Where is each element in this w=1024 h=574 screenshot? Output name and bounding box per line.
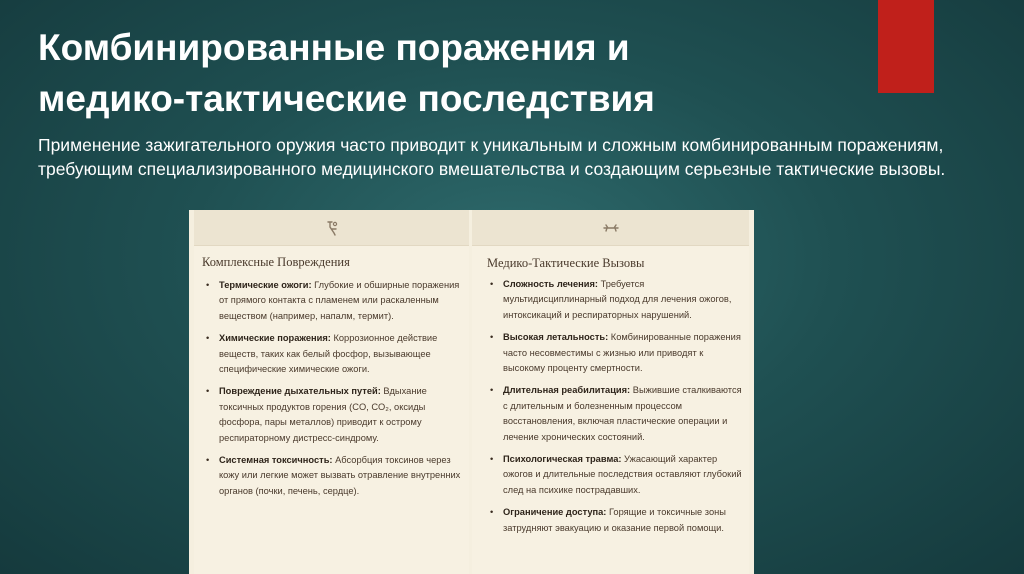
list-item <box>206 384 461 446</box>
column-header <box>472 210 749 246</box>
stretcher-icon <box>602 219 620 237</box>
red-accent-bar <box>878 0 934 93</box>
slide-title <box>38 22 858 124</box>
list-item <box>206 453 461 499</box>
item-text: Ужасающий характер ожогов и длительные последствия оставляют глубокий след на психике пострадавших. <box>503 454 742 495</box>
item-text: Горящие и токсичные зоны затрудняют эвакуацию и оказание первой помощи. <box>503 507 726 533</box>
item-term: Системная токсичность: <box>219 455 333 466</box>
item-term: Термические ожоги: <box>219 280 312 290</box>
item-text: Выжившие сталкиваются с длительным и болезненным процессом восстановления, включая пластические операции и лечение хронических состояний. <box>503 385 742 442</box>
list-item <box>490 330 745 376</box>
item-text: Коррозионное действие веществ, таких как белый фосфор, вызывающее специфические химические ожоги. <box>219 333 438 375</box>
item-text: Глубокие и обширные поражения от прямого контакта с пламенем или раскаленным веществом (например, напалм, термит). <box>219 280 460 321</box>
item-term: Химические поражения: <box>219 333 331 344</box>
column-header <box>194 210 469 246</box>
complex-injuries-column <box>194 210 469 574</box>
crutch-icon <box>323 219 341 237</box>
item-term: Высокая летальность: <box>503 332 609 343</box>
item-term: Ограничение доступа: <box>503 507 607 518</box>
challenges-list <box>490 277 745 543</box>
item-text: Требуется мультидисциплинарный подход для лечения ожогов, интоксикаций и респираторных нарушений. <box>503 279 732 320</box>
column-heading: Комплексные Повреждения <box>202 255 350 269</box>
injury-list <box>206 278 461 506</box>
medical-tactical-challenges-column <box>472 210 749 574</box>
item-term: Сложность лечения: <box>503 279 598 289</box>
item-text: Вдыхание токсичных продуктов горения (CO, CO₂, оксиды фосфора, пары металлов) приводит к острому респираторному дистресс-синдрому. <box>219 386 427 443</box>
item-text: Комбинированные поражения часто несовместимы с жизнью или приводят к высокому проценту смертности. <box>503 332 741 374</box>
item-term: Повреждение дыхательных путей: <box>219 386 381 397</box>
title-line-1: Комбинированные поражения и <box>38 27 630 68</box>
list-item <box>206 331 461 377</box>
title-line-2: медико-тактические последствия <box>38 78 655 119</box>
list-item <box>490 452 745 498</box>
list-item <box>490 505 745 536</box>
item-text: Абсорбция токсинов через кожу или легкие может вызвать отравление внутренних органов (почки, печень, сердце). <box>219 455 461 496</box>
item-term: Психологическая травма: <box>503 454 622 465</box>
content-image-panel <box>189 210 754 574</box>
column-heading: Медико-Тактические Вызовы <box>487 256 645 270</box>
slide-subtitle: Применение зажигательного оружия часто приводит к уникальным и сложным комбинированным поражениям, требующим специализированного медицинского вмешательства и создающим серьезные тактические вызовы. <box>38 135 946 179</box>
item-term: Длительная реабилитация: <box>503 385 631 396</box>
list-item <box>206 278 461 324</box>
list-item <box>490 277 745 323</box>
list-item <box>490 383 745 445</box>
